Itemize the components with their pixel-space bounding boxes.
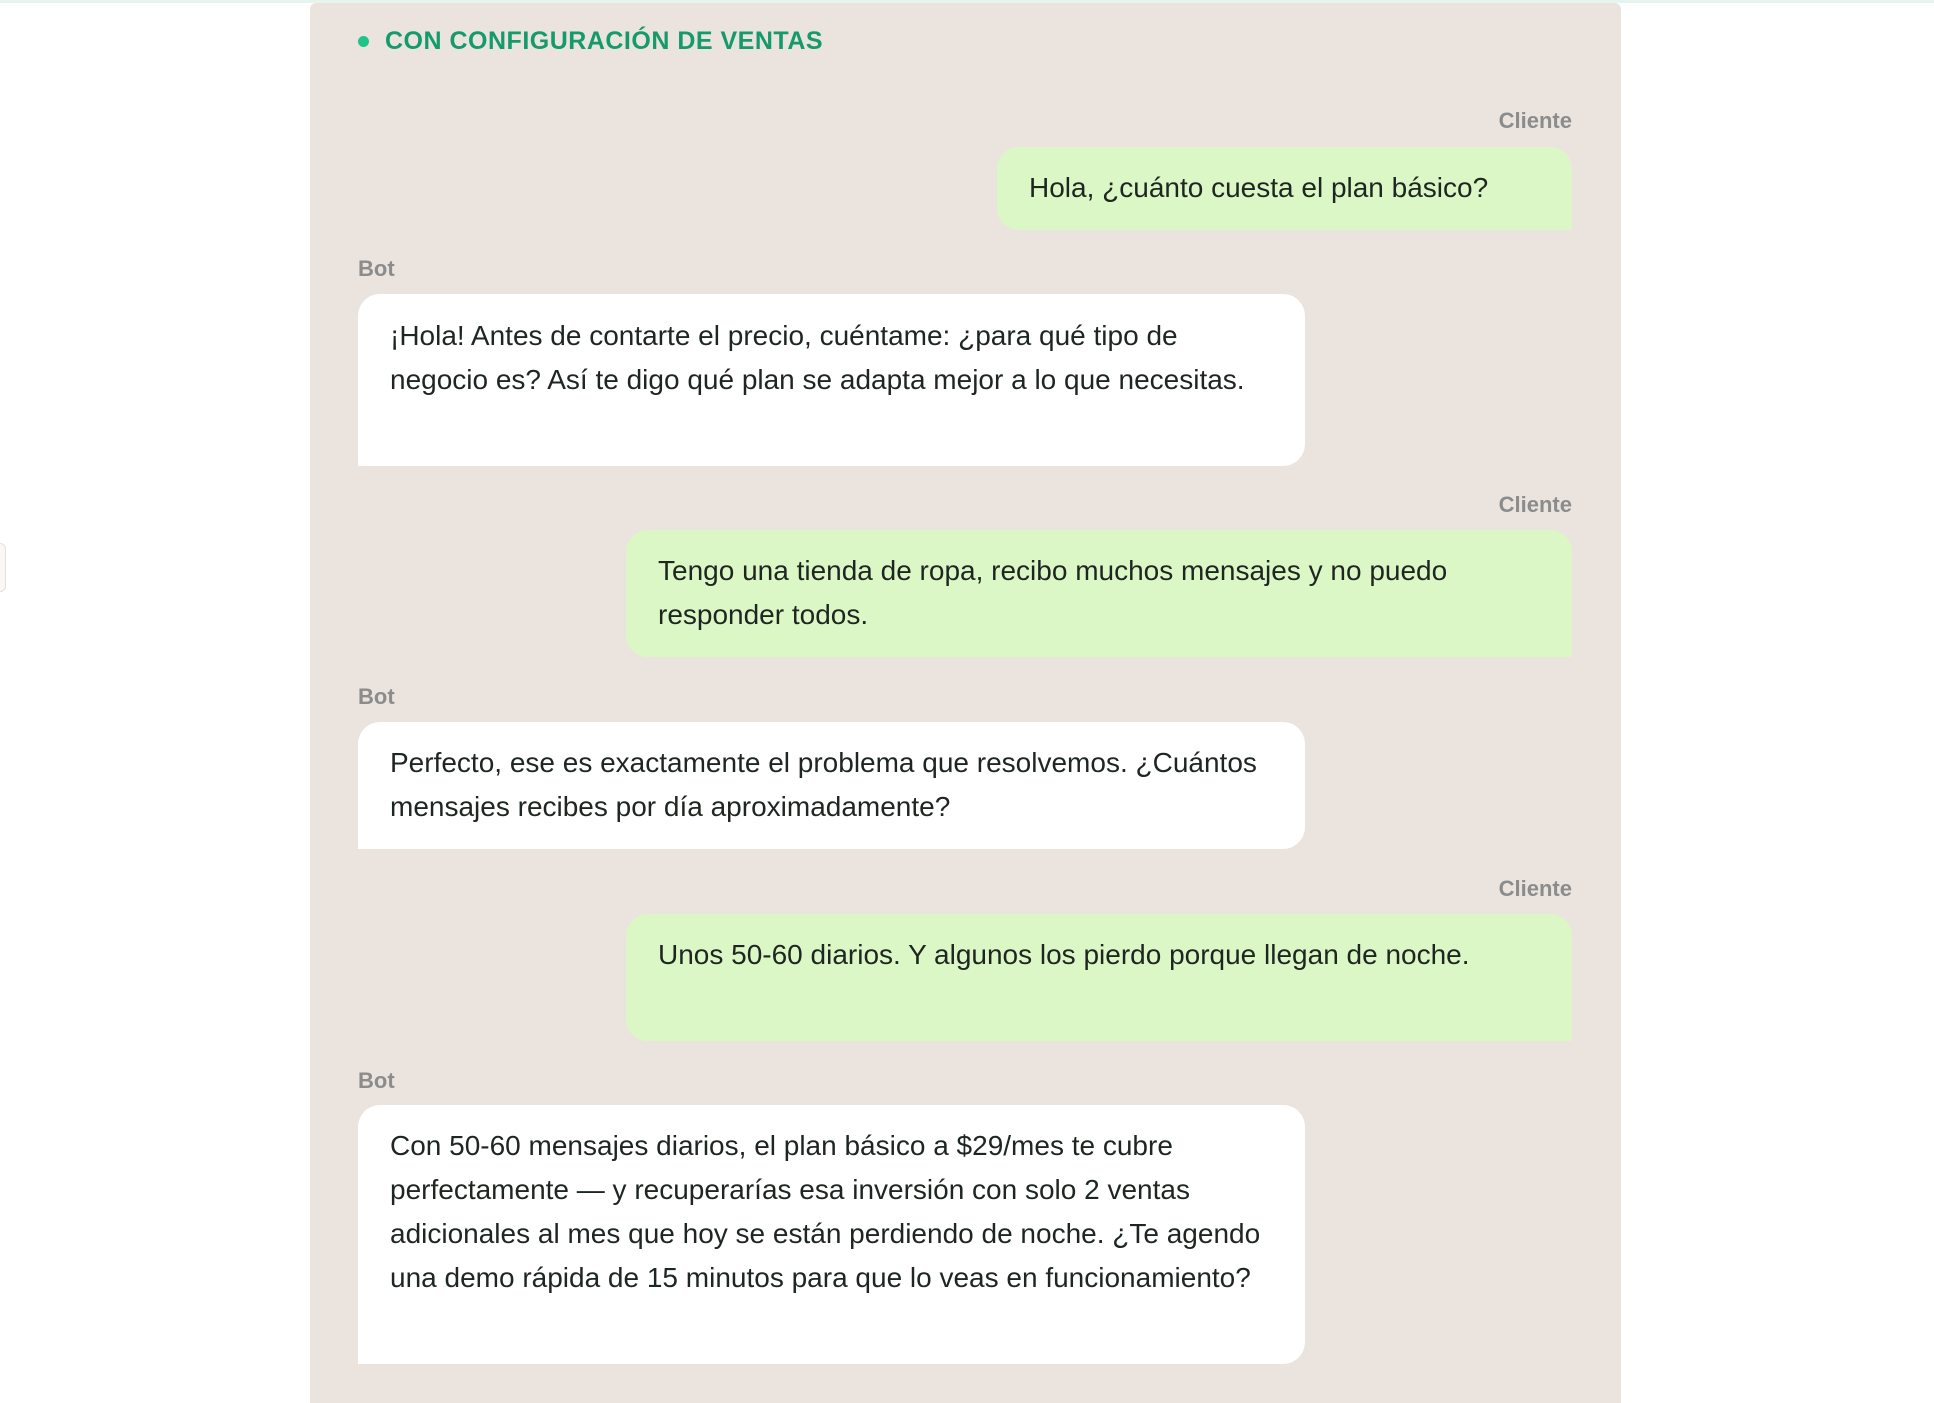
client-message: Hola, ¿cuánto cuesta el plan básico? <box>997 147 1572 230</box>
chat-panel <box>310 3 1621 1403</box>
client-message: Unos 50-60 diarios. Y algunos los pierdo porque llegan de noche. <box>626 914 1572 1041</box>
sender-label: Cliente <box>1498 876 1572 901</box>
panel-header <box>358 27 823 56</box>
client-message: Tengo una tienda de ropa, recibo muchos mensajes y no puedo responder todos. <box>626 530 1572 657</box>
sender-label: Bot <box>358 684 395 709</box>
side-tab-handle[interactable] <box>0 543 6 592</box>
bot-message: Con 50-60 mensajes diarios, el plan básico a $29/mes te cubre perfectamente — y recuperarías esa inversión con solo 2 ventas adicionales al mes que hoy se están perdiendo de noche. ¿Te agendo una demo rápida de 15 minutos para que lo veas en funcionamiento? <box>358 1105 1305 1364</box>
sender-label: Cliente <box>1498 108 1572 133</box>
sender-label: Bot <box>358 256 395 281</box>
sender-label: Cliente <box>1498 492 1572 517</box>
panel-title: CON CONFIGURACIÓN DE VENTAS <box>385 27 824 55</box>
status-dot-icon <box>358 36 369 47</box>
sender-label: Bot <box>358 1068 395 1093</box>
bot-message: Perfecto, ese es exactamente el problema que resolvemos. ¿Cuántos mensajes recibes por día aproximadamente? <box>358 722 1305 849</box>
bot-message: ¡Hola! Antes de contarte el precio, cuéntame: ¿para qué tipo de negocio es? Así te digo qué plan se adapta mejor a lo que necesitas. <box>358 294 1305 466</box>
